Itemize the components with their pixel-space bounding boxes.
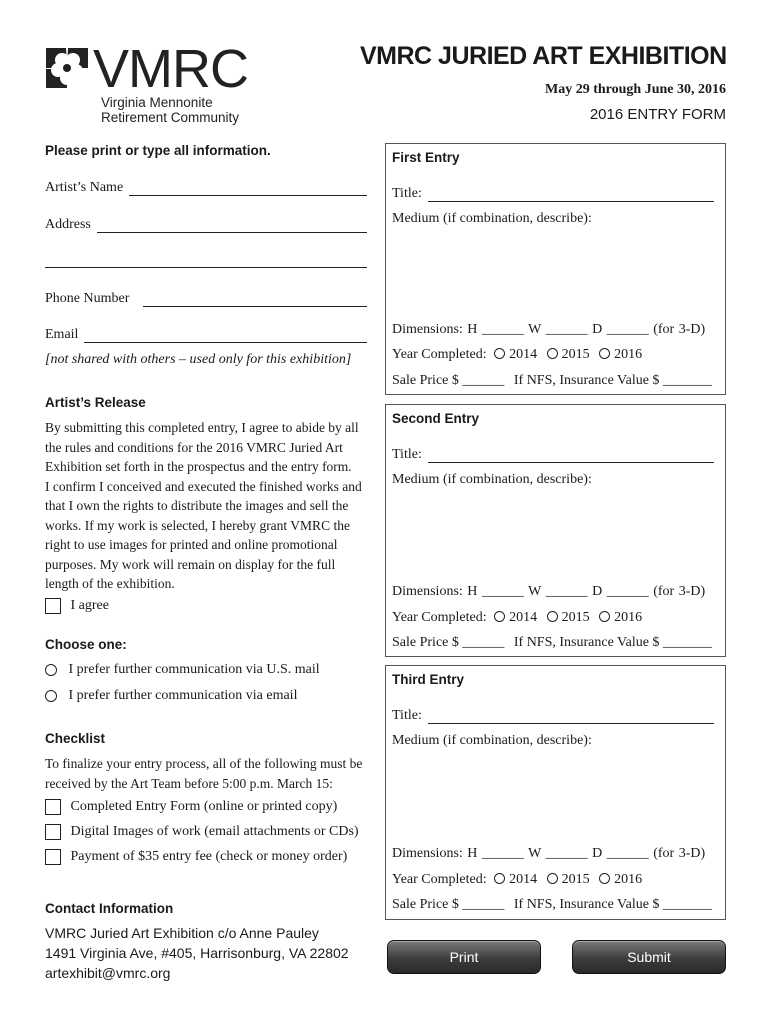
contact-heading: Contact Information bbox=[45, 901, 174, 916]
dims-3d: (for 3-D) bbox=[653, 584, 706, 599]
year-label: Year Completed: bbox=[392, 347, 487, 362]
release-line: purposes. My work will remain on display for the full bbox=[45, 556, 336, 572]
email-field[interactable] bbox=[45, 327, 367, 343]
logo-subtitle-1: Virginia Mennonite bbox=[101, 95, 213, 110]
release-line: By submitting this completed entry, I agree to abide by all bbox=[45, 420, 359, 435]
sale-price-label: Sale Price $ ______ bbox=[392, 897, 505, 912]
third-entry-box bbox=[385, 665, 726, 920]
release-line: Exhibition set forth in the prospectus and the entry form. bbox=[45, 459, 352, 474]
email-option-label: I prefer further communication via email bbox=[68, 688, 298, 703]
artist-name-field[interactable] bbox=[45, 180, 367, 196]
entry-year bbox=[392, 347, 642, 363]
year-2014-label: 2014 bbox=[509, 610, 538, 625]
logo-subtitle-2: Retirement Community bbox=[101, 110, 240, 125]
contact-block bbox=[45, 923, 349, 983]
phone-label: Phone Number bbox=[45, 291, 130, 306]
instruction-heading: Please print or type all information. bbox=[45, 143, 271, 158]
year-2015-radio[interactable] bbox=[547, 873, 558, 884]
release-line: the rules and conditions for the 2016 VMRC Juried Art bbox=[45, 439, 343, 455]
dims-w: W ______ bbox=[528, 322, 588, 337]
contact-name: VMRC Juried Art Exhibition c/o Anne Pauley bbox=[45, 925, 319, 941]
checklist-checkbox[interactable] bbox=[45, 824, 61, 840]
entry-year bbox=[392, 872, 642, 888]
first-entry-box bbox=[385, 143, 726, 395]
mail-radio[interactable] bbox=[45, 664, 57, 676]
insurance-value-label: If NFS, Insurance Value $ _______ bbox=[513, 373, 712, 388]
dims-d: D ______ bbox=[592, 584, 649, 599]
sale-price-label: Sale Price $ ______ bbox=[392, 635, 505, 650]
year-2015-label: 2015 bbox=[561, 872, 590, 887]
year-2015-label: 2015 bbox=[561, 610, 590, 625]
dims-3d: (for 3-D) bbox=[653, 846, 706, 861]
email-input-line[interactable] bbox=[84, 328, 367, 343]
insurance-value-label: If NFS, Insurance Value $ _______ bbox=[513, 897, 712, 912]
email-option[interactable] bbox=[45, 688, 297, 704]
year-2016-radio[interactable] bbox=[599, 611, 610, 622]
dims-w: W ______ bbox=[528, 584, 588, 599]
page-title: VMRC JURIED ART EXHIBITION bbox=[360, 42, 727, 70]
form-title: 2016 ENTRY FORM bbox=[589, 106, 726, 123]
contact-address: 1491 Virginia Ave, #405, Harrisonburg, VA 22802 bbox=[45, 945, 349, 961]
entry-title-field[interactable] bbox=[392, 447, 714, 463]
checklist-intro-line: received by the Art Team before 5:00 p.m. March 15: bbox=[45, 775, 333, 791]
checklist-item[interactable] bbox=[45, 849, 347, 865]
year-2016-label: 2016 bbox=[614, 610, 643, 625]
entry-heading: First Entry bbox=[392, 150, 460, 165]
artist-name-label: Artist’s Name bbox=[45, 180, 124, 195]
dims-d: D ______ bbox=[592, 322, 649, 337]
checklist-intro-line: To finalize your entry process, all of the following must be bbox=[45, 756, 363, 771]
release-line: length of the exhibition. bbox=[45, 576, 175, 591]
entry-dimensions[interactable] bbox=[392, 584, 705, 600]
entry-dimensions[interactable] bbox=[392, 322, 705, 338]
entry-price[interactable] bbox=[392, 373, 712, 389]
year-label: Year Completed: bbox=[392, 610, 487, 625]
entry-title-input-line[interactable] bbox=[428, 187, 714, 202]
release-line: that I own the rights to distribute the images and sell the bbox=[45, 498, 349, 513]
release-line: right to use images for printed and online promotional bbox=[45, 537, 338, 552]
agree-label: I agree bbox=[70, 598, 109, 614]
logo-text: VMRC bbox=[93, 39, 248, 99]
print-button[interactable]: Print bbox=[387, 940, 541, 974]
phone-input-line[interactable] bbox=[143, 292, 367, 307]
checklist-item-label: Digital Images of work (email attachments or CDs) bbox=[70, 824, 359, 840]
entry-medium-label: Medium (if combination, describe): bbox=[392, 733, 592, 748]
dims-3d: (for 3-D) bbox=[653, 322, 706, 337]
entry-dimensions[interactable] bbox=[392, 846, 705, 862]
agree-row[interactable] bbox=[45, 598, 109, 614]
entry-title-label: Title: bbox=[392, 708, 422, 723]
entry-title-field[interactable] bbox=[392, 186, 714, 202]
year-2014-radio[interactable] bbox=[494, 348, 505, 359]
phone-field[interactable] bbox=[45, 291, 367, 307]
entry-heading: Third Entry bbox=[392, 672, 465, 687]
entry-medium-label: Medium (if combination, describe): bbox=[392, 211, 592, 226]
dims-w: W ______ bbox=[528, 846, 588, 861]
email-note: [not shared with others – used only for this exhibition] bbox=[45, 352, 352, 367]
exhibition-dates: May 29 through June 30, 2016 bbox=[545, 82, 726, 97]
year-2015-radio[interactable] bbox=[547, 611, 558, 622]
dims-h: Dimensions: H ______ bbox=[392, 322, 524, 337]
address-input-line[interactable] bbox=[97, 218, 367, 233]
year-2016-label: 2016 bbox=[614, 872, 643, 887]
year-2016-radio[interactable] bbox=[599, 348, 610, 359]
year-2015-label: 2015 bbox=[561, 347, 590, 362]
checklist-item[interactable] bbox=[45, 824, 359, 840]
entry-heading: Second Entry bbox=[392, 411, 480, 426]
year-2014-label: 2014 bbox=[509, 347, 538, 362]
release-line: I confirm I conceived and executed the finished works and bbox=[45, 478, 362, 494]
submit-button[interactable]: Submit bbox=[572, 940, 726, 974]
entry-title-input-line[interactable] bbox=[428, 709, 714, 724]
logo bbox=[44, 46, 90, 90]
entry-medium-label: Medium (if combination, describe): bbox=[392, 472, 592, 487]
agree-checkbox[interactable] bbox=[45, 598, 61, 614]
year-2016-radio[interactable] bbox=[599, 873, 610, 884]
year-2015-radio[interactable] bbox=[547, 348, 558, 359]
release-heading: Artist’s Release bbox=[45, 395, 146, 410]
dims-h: Dimensions: H ______ bbox=[392, 584, 524, 599]
year-label: Year Completed: bbox=[392, 872, 487, 887]
address-field[interactable] bbox=[45, 217, 367, 233]
release-line: works. If my work is selected, I hereby grant VMRC the bbox=[45, 517, 350, 533]
entry-title-field[interactable] bbox=[392, 708, 714, 724]
address-label: Address bbox=[45, 217, 91, 232]
dims-h: Dimensions: H ______ bbox=[392, 846, 524, 861]
mail-option-label: I prefer further communication via U.S. mail bbox=[68, 662, 320, 677]
checklist-heading: Checklist bbox=[45, 731, 106, 746]
contact-email: artexhibit@vmrc.org bbox=[45, 965, 171, 981]
entry-price[interactable] bbox=[392, 635, 712, 651]
email-label: Email bbox=[45, 327, 79, 342]
address-line-2[interactable] bbox=[45, 267, 367, 268]
release-text bbox=[45, 418, 385, 594]
entry-price[interactable] bbox=[392, 897, 712, 913]
entry-year bbox=[392, 610, 642, 626]
sale-price-label: Sale Price $ ______ bbox=[392, 373, 505, 388]
year-2014-radio[interactable] bbox=[494, 873, 505, 884]
email-radio[interactable] bbox=[45, 690, 57, 702]
year-2016-label: 2016 bbox=[614, 347, 643, 362]
artist-name-input-line[interactable] bbox=[129, 181, 367, 196]
entry-title-label: Title: bbox=[392, 186, 422, 201]
mail-option[interactable] bbox=[45, 662, 320, 678]
year-2014-radio[interactable] bbox=[494, 611, 505, 622]
checklist-checkbox[interactable] bbox=[45, 849, 61, 865]
insurance-value-label: If NFS, Insurance Value $ _______ bbox=[513, 635, 712, 650]
checklist-item-label: Completed Entry Form (online or printed copy) bbox=[70, 799, 338, 815]
checklist-checkbox[interactable] bbox=[45, 799, 61, 815]
entry-title-input-line[interactable] bbox=[428, 448, 714, 463]
flower-logo-icon bbox=[44, 46, 90, 90]
checklist-intro bbox=[45, 754, 362, 793]
choose-heading: Choose one: bbox=[45, 637, 127, 652]
entry-title-label: Title: bbox=[392, 447, 422, 462]
year-2014-label: 2014 bbox=[509, 872, 538, 887]
checklist-item[interactable] bbox=[45, 799, 337, 815]
second-entry-box bbox=[385, 404, 726, 657]
checklist-item-label: Payment of $35 entry fee (check or money order) bbox=[70, 849, 348, 865]
dims-d: D ______ bbox=[592, 846, 649, 861]
